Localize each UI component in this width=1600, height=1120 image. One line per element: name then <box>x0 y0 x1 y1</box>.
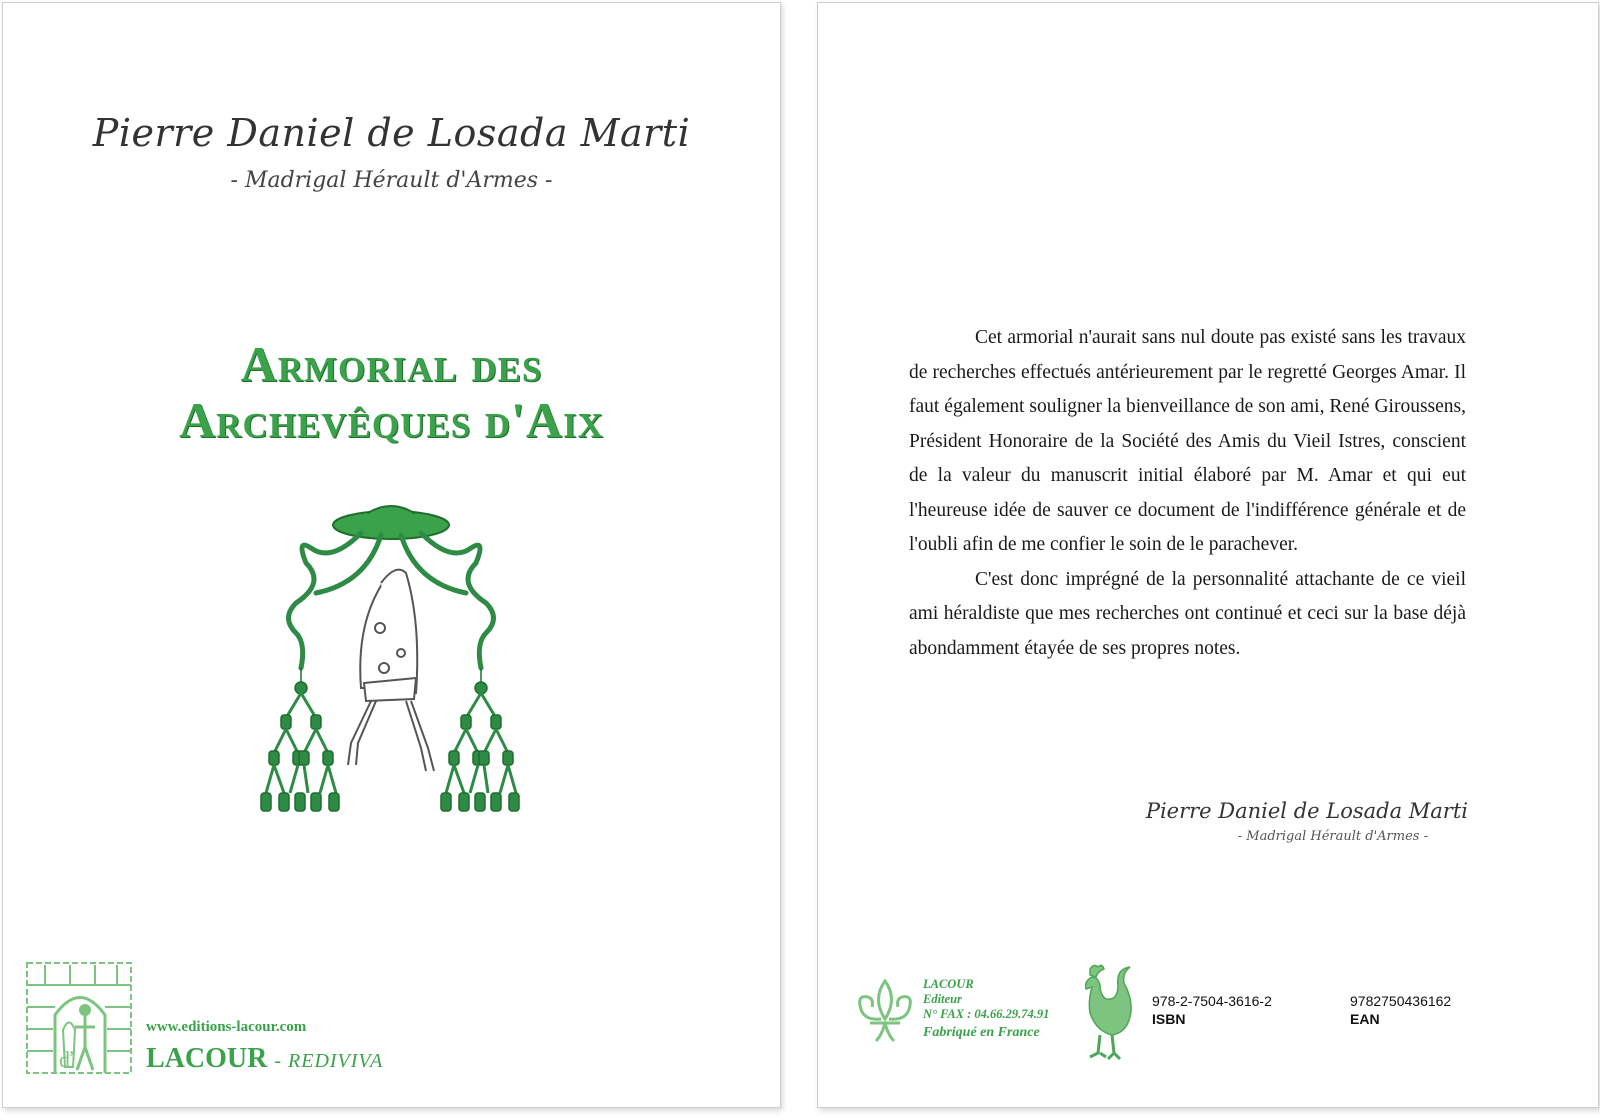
publisher-website: www.editions-lacour.com <box>146 1019 307 1035</box>
signature-subtitle: - Madrigal Hérault d'Armes - <box>1237 829 1428 844</box>
back-paragraph: Cet armorial n'aurait sans nul doute pas existé sans les travaux de recherches effectués antérieurement par le regretté Georges Amar. Il faut également souligner la bienveillance de son ami, René Giroussens, Président Honoraire de la Société des Amis du Vieil Istres, conscient de la valeur du manuscrit initial élaboré par M. Amar et qui eut l'heureuse idée de sauver ce document de l'indifférence générale et de l'oubli afin de me confier le soin de le parachever. <box>909 327 1466 555</box>
ean-label: EAN <box>1350 1011 1380 1027</box>
publisher-brand-sub: - REDIVIVA <box>274 1050 384 1072</box>
signature-name: Pierre Daniel de Losada Marti <box>1145 799 1468 823</box>
front-title-line2: Archevêques d'Aix <box>179 392 604 448</box>
back-paragraph: C'est donc imprégné de la personnalité attachante de ce vieil ami héraldiste que mes recherches ont continué et ceci sur la base déjà abondamment étayée de ses propres notes. <box>909 568 1466 659</box>
front-author-subtitle: - Madrigal Hérault d'Armes - <box>230 168 553 193</box>
publisher-brand-name: LACOUR <box>146 1043 268 1074</box>
publisher-role: Editeur <box>923 992 962 1006</box>
front-author: Pierre Daniel de Losada Marti <box>92 111 691 155</box>
isbn-label: ISBN <box>1152 1011 1186 1027</box>
made-in-france: Fabriqué en France <box>923 1025 1040 1040</box>
front-cover <box>2 2 781 1108</box>
fleur-de-lis-icon <box>854 977 916 1047</box>
svg-text:ď: ď <box>59 1047 74 1072</box>
gallic-rooster-icon <box>1076 961 1136 1073</box>
archbishop-heraldic-emblem-icon <box>256 503 526 833</box>
publisher-brand <box>146 1043 383 1075</box>
isbn-number: 978-2-7504-3616-2 <box>1152 993 1272 1009</box>
publisher-name: LACOUR <box>923 977 974 991</box>
ean-number: 9782750436162 <box>1350 993 1452 1009</box>
front-title-line1: Armorial des <box>240 336 543 392</box>
back-cover <box>817 2 1599 1108</box>
stone-archway-figure-logo-icon <box>25 955 137 1077</box>
publisher-block <box>923 977 1049 1040</box>
publisher-fax: N° FAX : 04.66.29.74.91 <box>923 1007 1050 1021</box>
back-text-block <box>909 321 1466 666</box>
